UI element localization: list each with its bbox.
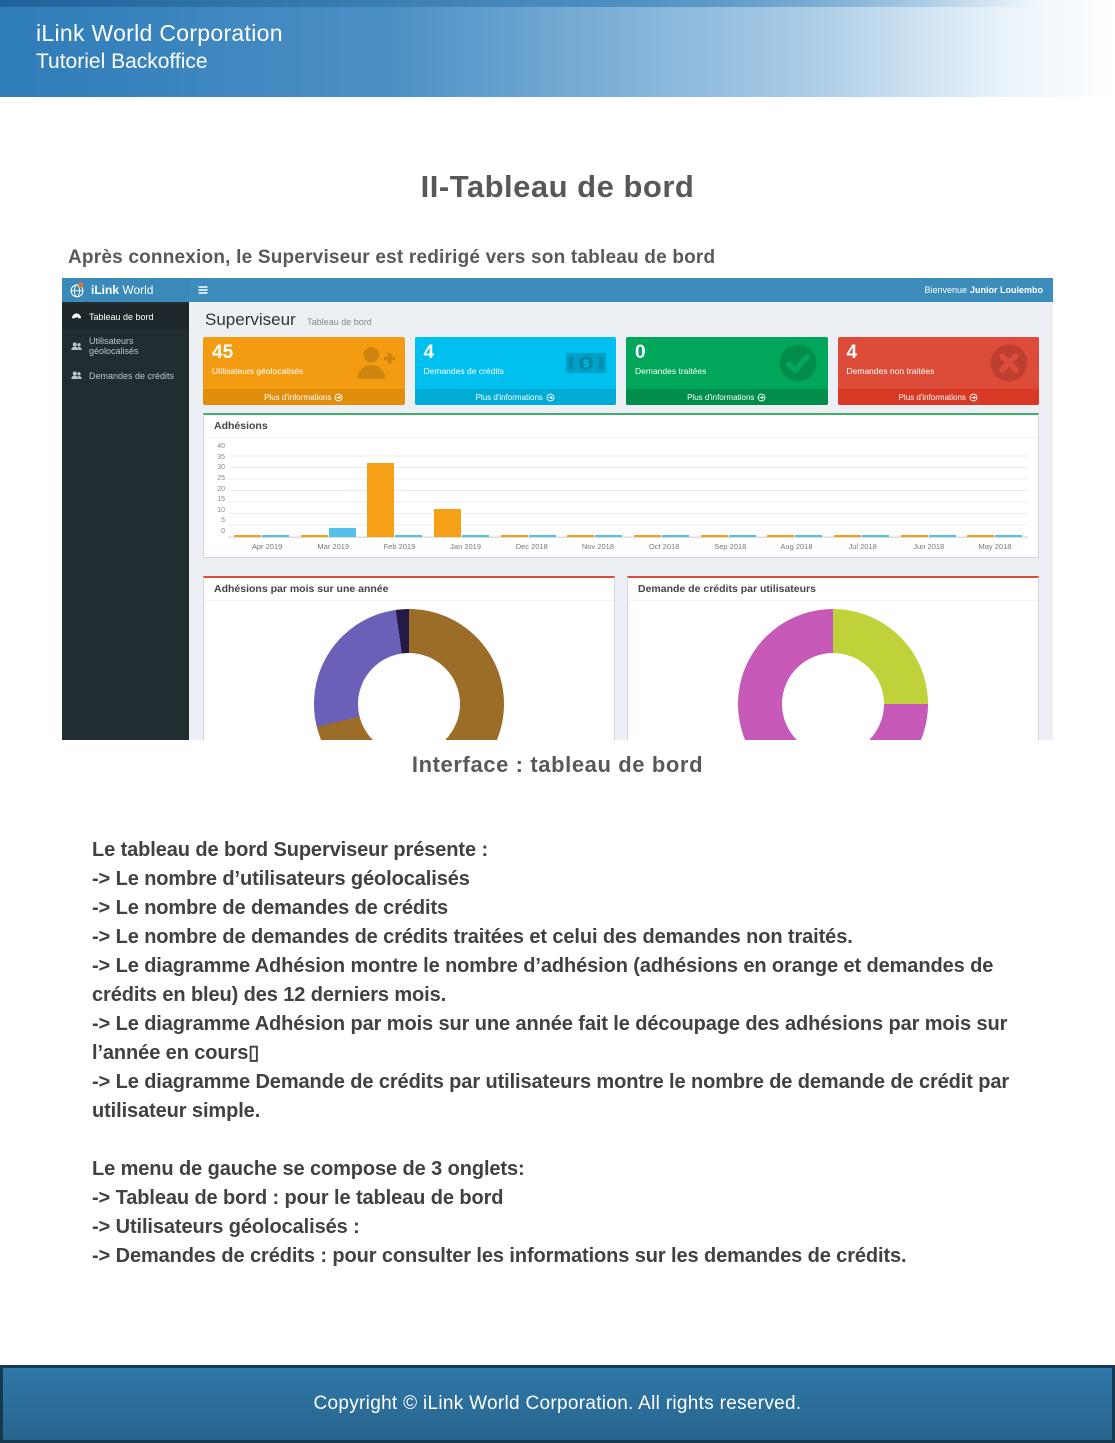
copyright-text: Copyright © iLink World Corporation. All rights reserved. xyxy=(313,1393,802,1414)
y-tick-label: 5 xyxy=(221,517,225,525)
bar-group xyxy=(961,535,1028,537)
bar-group xyxy=(295,528,362,537)
stat-card-utilisateurs xyxy=(203,337,405,405)
bar-group xyxy=(628,535,695,537)
bar xyxy=(767,535,794,537)
users-icon xyxy=(71,341,82,352)
check-circle-icon xyxy=(776,341,820,385)
body-text-line: Le tableau de bord Superviseur présente : xyxy=(92,839,489,861)
x-tick-label: Oct 2018 xyxy=(648,542,680,551)
page-title: Superviseur xyxy=(205,310,296,329)
banner-subtitle: Tutoriel Backoffice xyxy=(36,50,208,73)
document-body xyxy=(92,836,1037,1271)
x-tick-label: Jun 2018 xyxy=(913,542,945,551)
page-footer xyxy=(0,1365,1115,1443)
page-header xyxy=(203,302,1039,337)
stat-card-demandes-non-traitees xyxy=(838,337,1040,405)
more-info-link[interactable]: Plus d'informations xyxy=(626,389,828,405)
body-text-line: -> Le diagramme Adhésion montre le nombre d’adhésion (adhésions en orange et demandes de crédits en bleu) des 12 derniers mois. xyxy=(92,955,994,1006)
x-tick-label: Dec 2018 xyxy=(515,542,548,551)
hamburger-menu-icon[interactable] xyxy=(189,278,217,302)
bar xyxy=(995,535,1022,537)
bar-group xyxy=(428,509,495,537)
stat-card-demandes-credits xyxy=(415,337,617,405)
y-tick-label: 20 xyxy=(217,485,225,493)
bar xyxy=(301,535,328,537)
stat-card-body xyxy=(626,337,828,389)
bar xyxy=(395,535,422,537)
body-paragraph-2 xyxy=(92,1155,1037,1271)
document-title: II-Tableau de bord xyxy=(420,169,695,204)
x-tick-label: Sep 2018 xyxy=(714,542,747,551)
body-text-line: -> Le nombre de demandes de crédits traitées et celui des demandes non traités. xyxy=(92,926,853,948)
stat-value: 4 xyxy=(423,342,435,363)
body-text-line: -> Utilisateurs géolocalisés : xyxy=(92,1216,360,1238)
bar xyxy=(595,535,622,537)
svg-text:$: $ xyxy=(582,358,590,371)
body-text-line: Le menu de gauche se compose de 3 onglets: xyxy=(92,1158,525,1180)
arrow-circle-icon xyxy=(546,393,555,402)
page-subtitle: Tableau de bord xyxy=(307,317,372,327)
dashboard-screenshot xyxy=(62,278,1053,740)
bar xyxy=(967,535,994,537)
bar xyxy=(329,528,356,537)
body-paragraph-1 xyxy=(92,836,1037,1126)
sidebar-item-utilisateurs-geolocalises[interactable] xyxy=(62,329,189,363)
x-circle-icon xyxy=(987,341,1031,385)
bar xyxy=(862,535,889,537)
bar xyxy=(434,509,461,537)
brand-logo-area[interactable] xyxy=(62,278,189,302)
y-tick-label: 15 xyxy=(217,496,225,504)
body-text-line: -> Le diagramme Demande de crédits par utilisateurs montre le nombre de demande de crédit par utilisateur simple. xyxy=(92,1071,1010,1122)
dashboard-icon xyxy=(71,311,82,322)
stat-value: 4 xyxy=(846,342,858,363)
users-icon xyxy=(71,370,82,381)
user-name: Junior Loulembo xyxy=(970,285,1043,295)
bar-group xyxy=(828,535,895,537)
arrow-circle-icon xyxy=(969,393,978,402)
bar xyxy=(795,535,822,537)
chart-box-title: Demande de crédits par utilisateurs xyxy=(628,578,1038,601)
x-tick-label: Feb 2019 xyxy=(383,542,416,551)
x-tick-label: May 2018 xyxy=(978,542,1012,551)
bar xyxy=(701,535,728,537)
bar-group xyxy=(361,463,428,537)
bar xyxy=(901,535,928,537)
welcome-message: Bienvenue Junior Loulembo xyxy=(924,285,1043,295)
stat-label: Utilisateurs géolocalisés xyxy=(212,366,304,376)
bar-group xyxy=(561,535,628,537)
x-tick-label: Apr 2019 xyxy=(251,542,283,551)
chart-box-title: Adhésions par mois sur une année xyxy=(204,578,614,601)
sidebar-item-label: Tableau de bord xyxy=(89,311,154,322)
adhesions-par-mois-box xyxy=(203,576,615,740)
globe-logo-icon xyxy=(69,282,85,298)
bar xyxy=(929,535,956,537)
bar-group xyxy=(695,535,762,537)
bar-chart-y-axis xyxy=(210,443,228,535)
stat-card-body xyxy=(203,337,405,389)
stat-cards-row xyxy=(203,337,1039,405)
sidebar-item-label: Utilisateurs géolocalisés xyxy=(89,336,139,356)
bar-group xyxy=(495,535,562,537)
x-tick-label: Jul 2018 xyxy=(848,542,877,551)
demande-credits-box xyxy=(627,576,1039,740)
bar xyxy=(834,535,861,537)
y-tick-label: 40 xyxy=(217,443,225,450)
donut-hole xyxy=(782,653,884,740)
credits-donut-chart xyxy=(738,609,928,740)
document-intro: Après connexion, le Superviseur est redirigé vers son tableau de bord xyxy=(68,247,716,268)
bar xyxy=(367,463,394,537)
y-tick-label: 10 xyxy=(217,506,225,514)
user-plus-icon xyxy=(353,341,397,385)
body-text-line: -> Le diagramme Adhésion par mois sur une année fait le découpage des adhésions par mois sur l’année en cours▯ xyxy=(92,1013,1008,1064)
arrow-circle-icon xyxy=(334,393,343,402)
bar-group xyxy=(895,535,962,537)
dashboard-content xyxy=(189,302,1053,740)
bar-chart-x-labels xyxy=(228,540,1038,557)
body-text-line: -> Le nombre de demandes de crédits xyxy=(92,897,449,919)
stat-label: Demandes non traitées xyxy=(846,366,935,376)
bar xyxy=(462,535,489,537)
more-info-link[interactable]: Plus d'informations xyxy=(415,389,617,405)
bar xyxy=(529,535,556,537)
sidebar-item-demandes-de-credits[interactable] xyxy=(62,363,189,388)
stat-label: Demandes traitées xyxy=(635,366,707,376)
y-tick-label: 30 xyxy=(217,464,225,472)
sidebar-item-label: Demandes de crédits xyxy=(89,370,175,381)
bar xyxy=(567,535,594,537)
x-tick-label: Mar 2019 xyxy=(317,542,350,551)
bar xyxy=(634,535,661,537)
money-icon xyxy=(564,341,608,385)
bar xyxy=(662,535,689,537)
y-tick-label: 25 xyxy=(217,474,225,482)
x-tick-label: Aug 2018 xyxy=(780,542,813,551)
banner-title: iLink World Corporation xyxy=(36,20,283,46)
page-banner xyxy=(0,0,1115,97)
dashboard-topbar xyxy=(62,278,1053,302)
adhesions-chart-box xyxy=(203,413,1039,558)
brand-name: iLink World xyxy=(91,283,154,297)
sidebar xyxy=(62,302,189,740)
more-info-link[interactable]: Plus d'informations xyxy=(838,389,1040,405)
more-info-link[interactable]: Plus d'informations xyxy=(203,389,405,405)
body-text-line: -> Le nombre d’utilisateurs géolocalisés xyxy=(92,868,470,890)
sidebar-item-tableau-de-bord[interactable] xyxy=(62,304,189,329)
stat-label: Demandes de crédits xyxy=(423,366,504,376)
bar xyxy=(501,535,528,537)
body-text-line: -> Tableau de bord : pour le tableau de bord xyxy=(92,1187,504,1209)
stat-value: 0 xyxy=(635,342,646,363)
donut-charts-row xyxy=(203,568,1039,740)
arrow-circle-icon xyxy=(757,393,766,402)
stat-card-body xyxy=(415,337,617,389)
bar xyxy=(262,535,289,537)
adhesions-bar-chart xyxy=(204,438,1038,540)
body-text-line: -> Demandes de crédits : pour consulter les informations sur les demandes de crédits. xyxy=(92,1245,907,1267)
stat-card-body xyxy=(838,337,1040,389)
chart-box-title: Adhésions xyxy=(204,415,1038,438)
stat-card-demandes-traitees xyxy=(626,337,828,405)
donut-hole xyxy=(358,653,460,740)
y-tick-label: 0 xyxy=(221,528,225,535)
y-tick-label: 35 xyxy=(217,453,225,461)
bar-chart-plot xyxy=(228,446,1028,538)
bar-group xyxy=(228,535,295,537)
stat-value: 45 xyxy=(212,342,234,363)
screenshot-caption: Interface : tableau de bord xyxy=(411,752,704,777)
bar xyxy=(234,535,261,537)
adhesions-donut-chart xyxy=(314,609,504,740)
bar-group xyxy=(761,535,828,537)
bar xyxy=(729,535,756,537)
x-tick-label: Jan 2019 xyxy=(450,542,482,551)
x-tick-label: Nov 2018 xyxy=(581,542,614,551)
